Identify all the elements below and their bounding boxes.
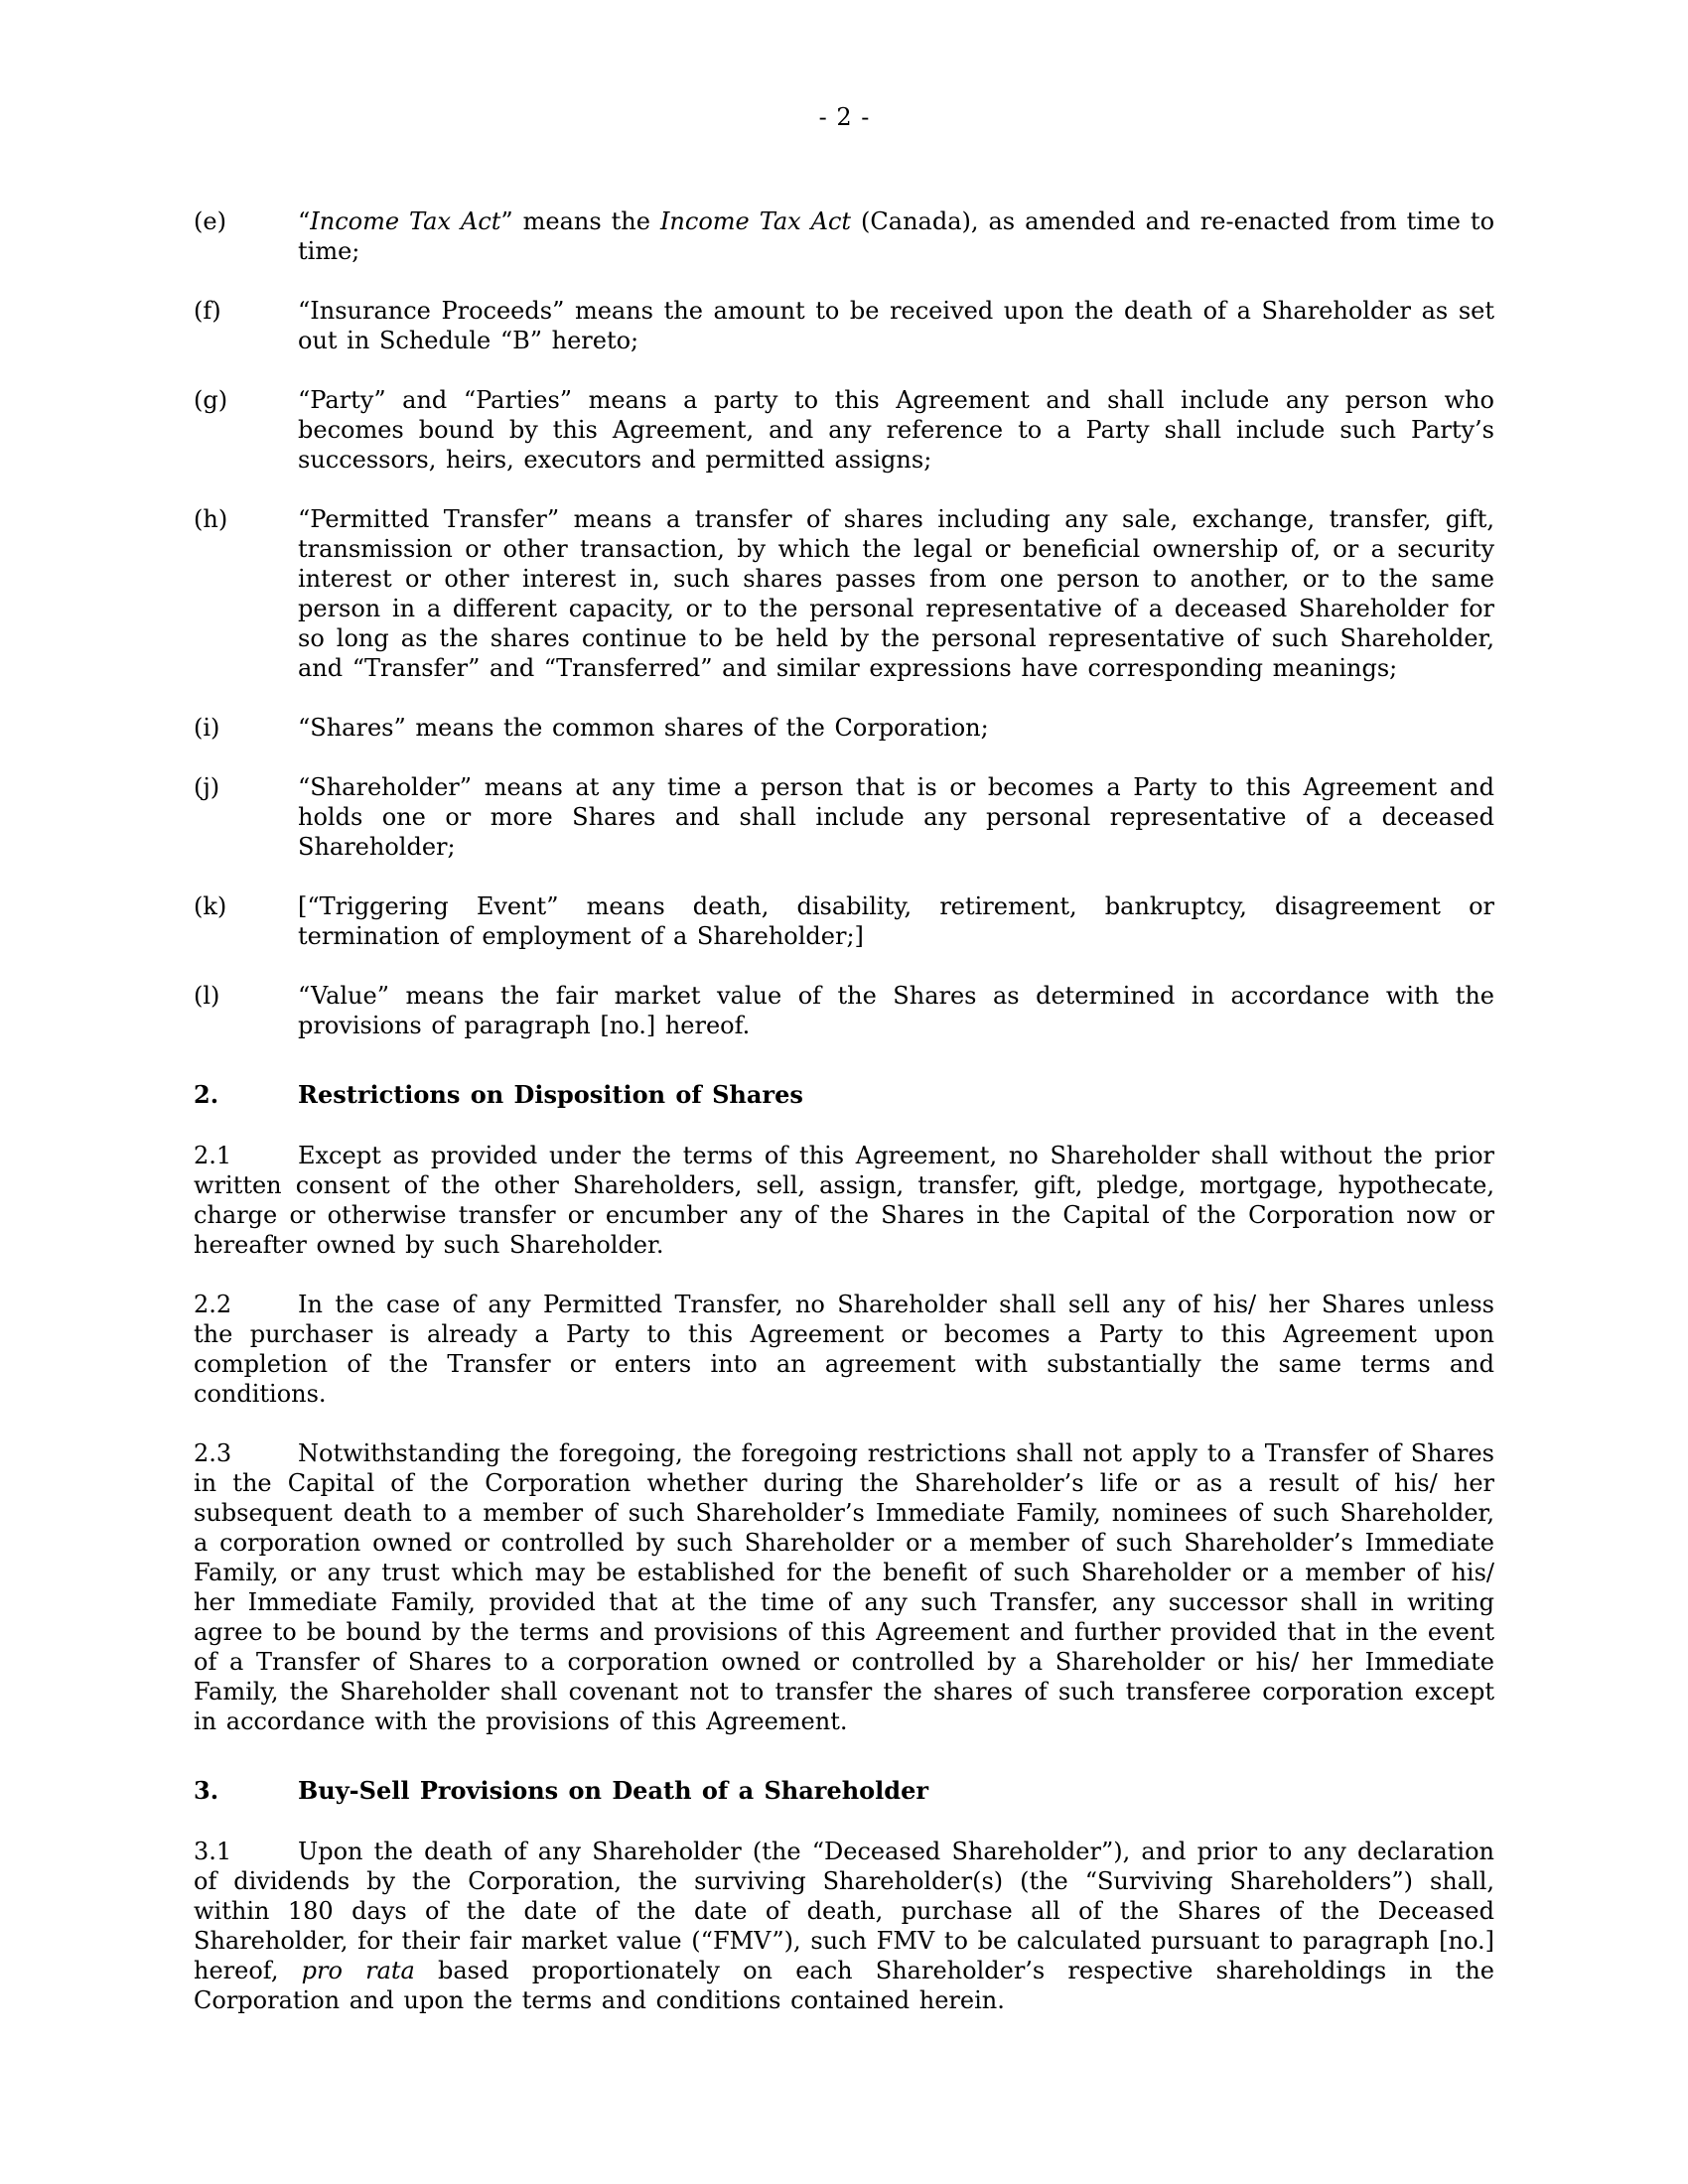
paragraph-text: Upon the death of any Shareholder (the “Deceased Shareholder”), and prior to any declaration of dividends by the Corporation, the surviving Shareholder(s) (the “Surviving Shareholders”) shall, within 180 days of the date of the date of death, purchase all of the Shares of the Deceased Shareholder, for their fair market value (“FMV”), such FMV to be calculated pursuant to paragraph [no.] hereof, pro rata based proportionately on each Shareholder’s respective shareholdings in the Corporation and upon the terms and conditions contained herein. (194, 1838, 1494, 2014)
paragraph-number: 3.1 (194, 1838, 232, 1865)
paragraph-2-3 (194, 1438, 1494, 1736)
definition-item-h (194, 504, 1494, 683)
definition-item-j (194, 772, 1494, 862)
definition-text: [“Triggering Event” means death, disability, retirement, bankruptcy, disagreement or termination of employment of a Shareholder;] (298, 892, 1494, 950)
definition-item-l (194, 981, 1494, 1040)
definition-text: “Shareholder” means at any time a person that is or becomes a Party to this Agreement and holds one or more Shares and shall include any personal representative of a deceased Shareholder; (298, 773, 1494, 861)
definition-item-k (194, 891, 1494, 951)
definition-label: (l) (194, 982, 220, 1010)
paragraph-3-1 (194, 1837, 1494, 2015)
definition-text: “Insurance Proceeds” means the amount to be received upon the death of a Shareholder as set out in Schedule “B” hereto; (298, 297, 1494, 354)
paragraph-number: 2.1 (194, 1142, 232, 1169)
definition-label: (g) (194, 386, 228, 414)
definition-item-e (194, 206, 1494, 266)
paragraph-text: Except as provided under the terms of this Agreement, no Shareholder shall without the prior written consent of the other Shareholders, sell, assign, transfer, gift, pledge, mortgage, hypothecate, charge or otherwise transfer or encumber any of the Shares in the Capital of the Corporation now or hereafter owned by such Shareholder. (194, 1142, 1494, 1259)
definition-label: (h) (194, 505, 228, 533)
paragraph-text: Notwithstanding the foregoing, the foregoing restrictions shall not apply to a Transfer of Shares in the Capital of the Corporation whether during the Shareholder’s life or as a result of his/ her subsequent death to a member of such Shareholder’s Immediate Family, nominees of such Shareholder, a corporation owned or controlled by such Shareholder or a member of such Shareholder’s Immediate Family, or any trust which may be established for the benefit of such Shareholder or a member of his/ her Immediate Family, provided that at the time of any such Transfer, any successor shall in writing agree to be bound by the terms and provisions of this Agreement and further provided that in the event of a Transfer of Shares to a corporation owned or controlled by a Shareholder or his/ her Immediate Family, the Shareholder shall covenant not to transfer the shares of such transferee corporation except in accordance with the provisions of this Agreement. (194, 1439, 1494, 1735)
paragraph-number: 2.2 (194, 1291, 232, 1318)
section-heading-2 (194, 1080, 1494, 1110)
definition-text: “Party” and “Parties” means a party to this Agreement and shall include any person who becomes bound by this Agreement, and any reference to a Party shall include such Party’s successors, heirs, executors and permitted assigns; (298, 386, 1494, 474)
paragraph-text: In the case of any Permitted Transfer, no Shareholder shall sell any of his/ her Shares unless the purchaser is already a Party to this Agreement or becomes a Party to this Agreement upon completion of the Transfer or enters into an agreement with substantially the same terms and conditions. (194, 1291, 1494, 1408)
definition-label: (j) (194, 773, 220, 801)
definition-item-i (194, 713, 1494, 743)
section-title: Restrictions on Disposition of Shares (298, 1080, 803, 1109)
definition-text: “Value” means the fair market value of the Shares as determined in accordance with the provisions of paragraph [no.] hereof. (298, 982, 1494, 1039)
section-heading-3 (194, 1776, 1494, 1806)
definition-label: (f) (194, 297, 221, 325)
definition-item-f (194, 296, 1494, 355)
section-number: 2. (194, 1080, 219, 1109)
paragraph-2-1 (194, 1141, 1494, 1260)
paragraph-2-2 (194, 1290, 1494, 1409)
definition-label: (e) (194, 207, 226, 235)
paragraph-number: 2.3 (194, 1439, 232, 1467)
definition-text: “Permitted Transfer” means a transfer of shares including any sale, exchange, transfer, gift, transmission or other transaction, by which the legal or beneficial ownership of, or a security interest or other interest in, such shares passes from one person to another, or to the same person in a different capacity, or to the personal representative of a deceased Shareholder for so long as the shares continue to be held by the personal representative of such Shareholder, and “Transfer” and “Transferred” and similar expressions have corresponding meanings; (298, 505, 1494, 682)
definition-label: (k) (194, 892, 227, 920)
section-title: Buy-Sell Provisions on Death of a Shareholder (298, 1776, 928, 1805)
definition-text: “Income Tax Act” means the Income Tax Act (Canada), as amended and re-enacted from time to time; (298, 207, 1495, 265)
page-number: - 2 - (818, 103, 870, 131)
definition-item-g (194, 385, 1494, 475)
section-number: 3. (194, 1776, 219, 1805)
definition-label: (i) (194, 714, 220, 742)
definition-text: “Shares” means the common shares of the Corporation; (298, 714, 989, 742)
